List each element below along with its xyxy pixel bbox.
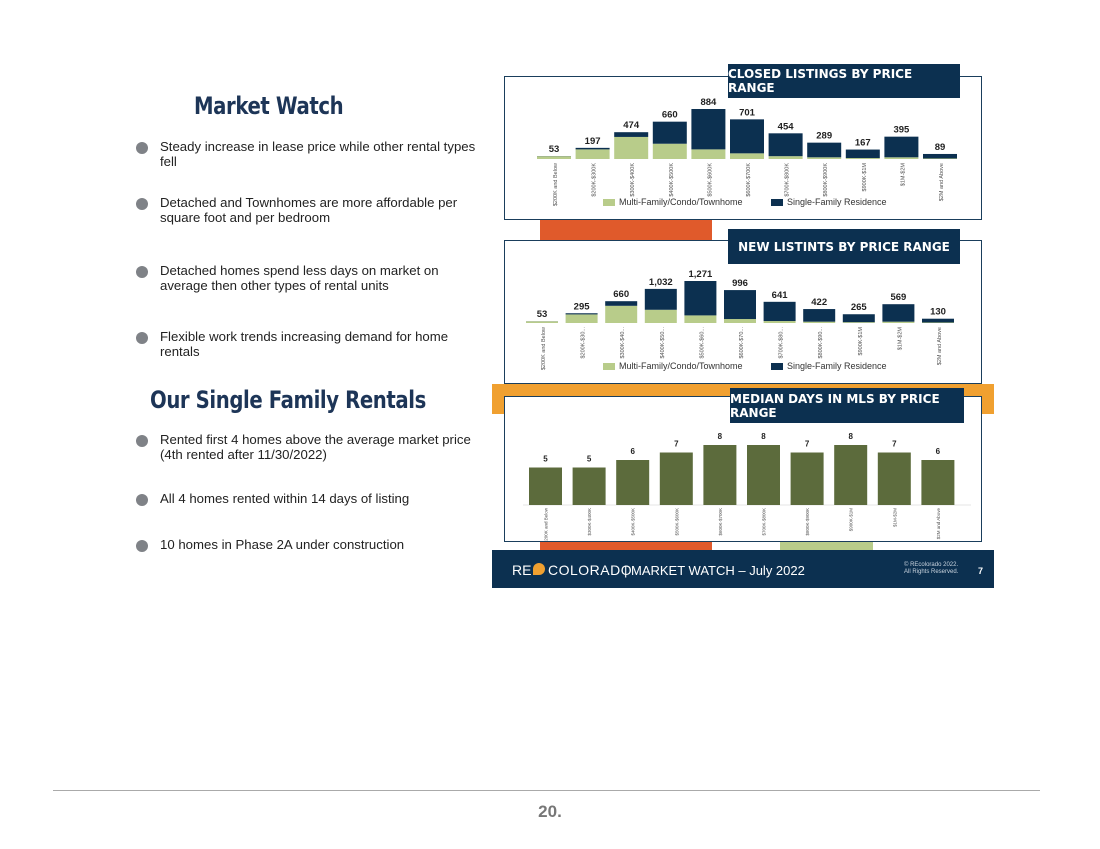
tick-label: $200K and Below xyxy=(553,163,559,207)
bar-value-label: 6 xyxy=(630,447,635,456)
tick-label: $800K-$90... xyxy=(818,327,825,359)
bar xyxy=(791,453,824,506)
legend-label: Single-Family Residence xyxy=(787,361,887,371)
bullet-dot-icon xyxy=(136,494,148,506)
tick-label: $500K-$60... xyxy=(699,327,706,359)
bar-single-family xyxy=(769,133,803,156)
bar-value-label: 7 xyxy=(804,439,810,449)
bar-multi-family xyxy=(724,319,756,323)
tick-label: $800K-$900K xyxy=(805,508,811,536)
bullet-text: Rented first 4 homes above the average market price (4th rented after 11/30/2022) xyxy=(160,432,471,462)
accent-bar xyxy=(540,218,712,240)
bar-total-label: 1,271 xyxy=(688,269,713,280)
tick-label: $700K-$800K xyxy=(761,508,767,536)
tick-label: $900K-$1M xyxy=(857,327,864,356)
bullet-text: Detached homes spend less days on market on average then other types of rental units xyxy=(160,263,439,293)
bar-multi-family xyxy=(691,149,725,159)
report-footer xyxy=(492,550,994,588)
bar-multi-family xyxy=(803,322,835,323)
bar-multi-family xyxy=(884,157,918,159)
bar-single-family xyxy=(684,281,716,315)
closed-listings-title: CLOSED LISTINGS BY PRICE RANGE xyxy=(728,64,960,98)
tick-label: $1M-$2M xyxy=(900,163,907,187)
bar-total-label: 996 xyxy=(732,278,748,290)
bottom-rule xyxy=(53,790,1040,791)
bar xyxy=(660,453,693,506)
bar-single-family xyxy=(691,109,725,149)
legend-label: Single-Family Residence xyxy=(787,197,887,207)
bar xyxy=(616,460,649,505)
page-number: 20. xyxy=(538,802,562,821)
bar-total-label: 422 xyxy=(811,297,828,309)
bar-value-label: 7 xyxy=(674,439,679,449)
bullet-text: Detached and Townhomes are more affordable per square foot and per bedroom xyxy=(160,195,458,225)
bar-single-family xyxy=(923,154,957,159)
bar-total-label: 884 xyxy=(700,97,717,108)
market-watch-heading: Market Watch xyxy=(194,92,344,120)
footer-page: 7 xyxy=(978,566,984,576)
tick-label: $400K-$50... xyxy=(659,327,666,359)
bar-single-family xyxy=(653,122,687,144)
legend-swatch xyxy=(603,199,615,206)
closed-listings-chart xyxy=(505,77,981,219)
tick-label: $800K-$900K xyxy=(823,163,830,197)
bar-single-family xyxy=(730,119,764,153)
tick-label: $200K-$300K xyxy=(591,163,598,197)
bar-multi-family xyxy=(614,137,648,159)
legend-label: Multi-Family/Condo/Townhome xyxy=(619,361,743,371)
tick-label: $600K-$70... xyxy=(739,327,745,359)
bar-single-family xyxy=(724,290,756,319)
bar-total-label: 130 xyxy=(930,306,946,318)
bar-total-label: 395 xyxy=(893,124,910,136)
rental-bullet xyxy=(136,538,476,553)
tick-label: $300K-$400K xyxy=(630,163,637,197)
bar-multi-family xyxy=(566,314,598,323)
market-bullet xyxy=(136,196,476,225)
bar-value-label: 6 xyxy=(935,447,941,456)
bar-multi-family xyxy=(923,158,957,159)
bar-total-label: 454 xyxy=(777,121,794,133)
tick-label: $400K-$500K xyxy=(668,163,675,197)
bar-value-label: 8 xyxy=(717,432,723,441)
bar-total-label: 53 xyxy=(548,144,560,156)
bar-total-label: 289 xyxy=(816,130,833,142)
tick-label: $1M-$2M xyxy=(892,508,898,528)
tick-label: $700K-$80... xyxy=(778,327,785,359)
bar-single-family xyxy=(922,319,954,323)
bar-total-label: 641 xyxy=(771,289,788,301)
tick-label: $600K-$700K xyxy=(746,163,752,197)
footer-copyright: © REcolorado 2022. All Rights Reserved. xyxy=(904,562,959,575)
bar-single-family xyxy=(807,143,841,158)
bar-total-label: 660 xyxy=(661,109,678,121)
bar xyxy=(747,445,780,505)
bullet-text: Steady increase in lease price while other rental types fell xyxy=(160,139,476,169)
bullet-dot-icon xyxy=(136,142,148,154)
bar-single-family xyxy=(566,313,598,314)
bar-total-label: 265 xyxy=(850,302,867,314)
bar-single-family xyxy=(614,132,648,137)
tick-label: $900K-$1M xyxy=(848,508,854,532)
bar-single-family xyxy=(846,150,880,158)
legend-swatch xyxy=(771,363,783,370)
bar-multi-family xyxy=(645,310,677,323)
bar-single-family xyxy=(645,289,677,310)
bar-multi-family xyxy=(846,158,880,159)
bar-value-label: 7 xyxy=(892,439,897,449)
bar-total-label: 197 xyxy=(584,135,601,147)
bar xyxy=(573,468,606,506)
tick-label: $600K-$700K xyxy=(717,508,723,536)
bar-value-label: 5 xyxy=(586,454,592,464)
bar-multi-family xyxy=(605,306,637,323)
bar xyxy=(878,453,911,506)
bar-multi-family xyxy=(653,144,687,159)
tick-label: $500K-$600K xyxy=(707,163,714,197)
footer-title: | MARKET WATCH – July 2022 xyxy=(624,563,805,578)
bar xyxy=(703,445,736,505)
bar-single-family xyxy=(803,309,835,322)
bar xyxy=(921,460,954,505)
bar-total-label: 89 xyxy=(934,141,946,153)
bullet-text: Flexible work trends increasing demand for home rentals xyxy=(160,329,449,359)
bar-multi-family xyxy=(537,156,571,159)
market-bullet xyxy=(136,330,476,359)
bar xyxy=(529,468,562,506)
tick-label: $2M and Above xyxy=(935,508,941,540)
legend-swatch xyxy=(603,363,615,370)
bullet-text: All 4 homes rented within 14 days of listing xyxy=(160,491,410,506)
brand-re: RE xyxy=(512,562,532,578)
bullet-dot-icon xyxy=(136,540,148,552)
bar-multi-family xyxy=(730,153,764,159)
tick-label: $500K-$600K xyxy=(674,508,680,536)
bar-multi-family xyxy=(764,321,796,323)
bar-multi-family xyxy=(882,322,914,323)
bar-multi-family xyxy=(576,149,610,159)
bar-multi-family xyxy=(684,315,716,323)
market-bullet xyxy=(136,140,476,169)
bar-value-label: 5 xyxy=(543,454,548,464)
bar-total-label: 1,032 xyxy=(648,276,673,288)
bar-total-label: 295 xyxy=(573,301,590,313)
bullet-dot-icon xyxy=(136,198,148,210)
median-days-title: MEDIAN DAYS IN MLS BY PRICE RANGE xyxy=(730,388,964,423)
tick-label: $300K-$400K xyxy=(587,508,593,536)
bar-total-label: 167 xyxy=(854,137,871,149)
tick-label: $1M-$2M xyxy=(897,327,904,351)
bar-single-family xyxy=(576,148,610,150)
brand-colorado: COLORADO xyxy=(548,562,633,578)
tick-label: $200K and Below xyxy=(541,327,547,371)
legend-label: Multi-Family/Condo/Townhome xyxy=(619,197,743,207)
bullet-text: 10 homes in Phase 2A under construction xyxy=(160,537,405,552)
bar-value-label: 8 xyxy=(848,432,853,441)
bar-multi-family xyxy=(526,321,558,323)
tick-label: $400K-$500K xyxy=(630,508,636,536)
bar-total-label: 53 xyxy=(536,309,548,321)
market-bullet xyxy=(136,264,476,293)
bullet-dot-icon xyxy=(136,332,148,344)
bullet-dot-icon xyxy=(136,266,148,278)
bar-multi-family xyxy=(807,157,841,159)
legend-swatch xyxy=(771,199,783,206)
tick-label: $700K-$800K xyxy=(784,163,791,197)
tick-label: $200K-$30... xyxy=(580,327,587,359)
bullet-dot-icon xyxy=(136,435,148,447)
tick-label: $900K-$1M xyxy=(861,163,868,192)
single-family-heading: Our Single Family Rentals xyxy=(150,386,426,414)
bar-single-family xyxy=(882,304,914,321)
bar-single-family xyxy=(764,302,796,321)
tick-label: $2M and Above xyxy=(937,327,943,366)
bar-multi-family xyxy=(769,156,803,159)
bar xyxy=(834,445,867,505)
tick-label: $2M and Above xyxy=(939,163,945,202)
bar-single-family xyxy=(605,301,637,306)
bar-total-label: 701 xyxy=(739,107,755,119)
bar-total-label: 474 xyxy=(623,120,640,132)
tick-label: $200K and Below xyxy=(543,508,549,541)
rental-bullet xyxy=(136,433,476,462)
bar-value-label: 8 xyxy=(761,432,766,441)
bar-single-family xyxy=(843,314,875,322)
bar-single-family xyxy=(884,137,918,158)
bar-multi-family xyxy=(843,322,875,323)
rental-bullet xyxy=(136,492,476,507)
bar-total-label: 660 xyxy=(613,289,630,301)
new-listings-title: NEW LISTINTS BY PRICE RANGE xyxy=(728,229,960,264)
tick-label: $300K-$40... xyxy=(620,327,627,359)
brand-leaf-icon xyxy=(533,563,545,575)
bar-total-label: 569 xyxy=(890,292,907,304)
